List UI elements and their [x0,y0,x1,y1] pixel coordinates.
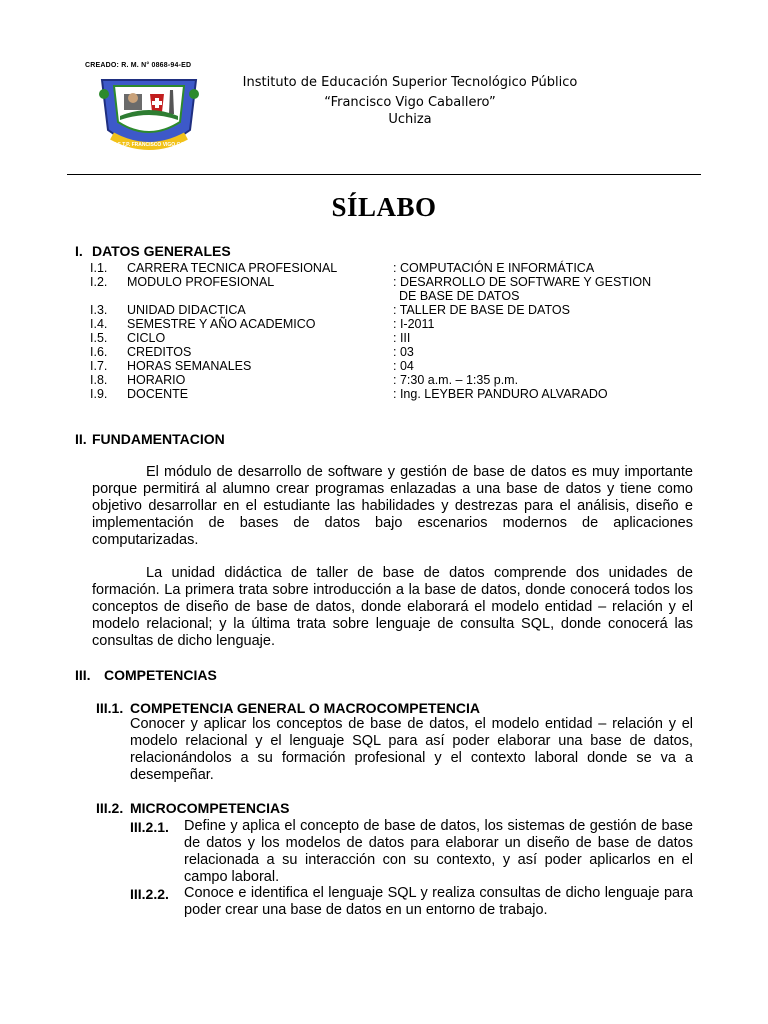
institute-honoree: “Francisco Vigo Caballero” [324,95,496,110]
subsection-2-number: III.2. [96,800,124,816]
institute-name: Instituto de Educación Superior Tecnológico Público [242,75,578,90]
institute-city: Uchiza [388,112,432,127]
institute-logo [94,72,208,162]
document-title: SÍLABO [331,192,437,222]
macrocompetencia-text: Conocer y aplicar los conceptos de base de datos, el modelo entidad – relación y el modelo relacional y el lenguaje SQL para así poder elaborar una base de datos, relacionándolos a su formación profesional y el contexto laboral donde se va a desempeñar. [130,716,693,783]
creation-resolution: CREADO: R. M. N° 0868-94-ED [85,62,192,69]
section2-number: II. [75,431,87,447]
microcompetence-text: Conoce e identifica el lenguaje SQL y realiza consultas de dicho lenguaje para poder crear una base de datos en un entorno de trabajo. [184,885,693,918]
logo-text: I.E.S.T.P. FRANCISCO VIGO CABALLERO [110,142,208,148]
subsection-1-heading: COMPETENCIA GENERAL O MACROCOMPETENCIA [130,700,481,716]
section1-number: I. [75,243,83,259]
header-divider [67,174,701,175]
microcompetence-text: Define y aplica el concepto de base de datos, los sistemas de gestión de base de datos y los modelos de datos para elaborar un diseño de base de datos relacionada a su interacción con su contexto, y así poder aplicarlos en el campo laboral. [184,818,693,885]
section1-heading: DATOS GENERALES [92,243,231,259]
microcompetence-number: III.2.1. [130,819,169,835]
microcompetence-number: III.2.2. [130,886,169,902]
fundamentacion-paragraph-2: La unidad didáctica de taller de base de datos comprende dos unidades de formación. La primera trata sobre introducción a la base de datos, donde conocerá todos los conceptos de diseño de base de datos, donde elaborará el modelo entidad – relación y el modelo relacional; y la última trata sobre lenguaje de consulta SQL, donde conocerá las consultas de dicho lenguaje. [92,565,693,649]
subsection-1-number: III.1. [96,700,124,716]
subsection-2-heading: MICROCOMPETENCIAS [130,800,290,816]
section2-heading: FUNDAMENTACION [92,431,225,447]
fundamentacion-paragraph-1: El módulo de desarrollo de software y gestión de base de datos es muy importante porque permitirá al alumno crear programas enlazadas a una base de datos y tiene como objetivo desarrollar en el estudiante las habilidades y destrezas para el análisis, diseño e implementación de bases de datos bajo escenarios modernos de aplicaciones computarizadas. [92,464,693,548]
section3-number: III. [75,667,91,683]
section3-heading: COMPETENCIAS [104,667,217,683]
